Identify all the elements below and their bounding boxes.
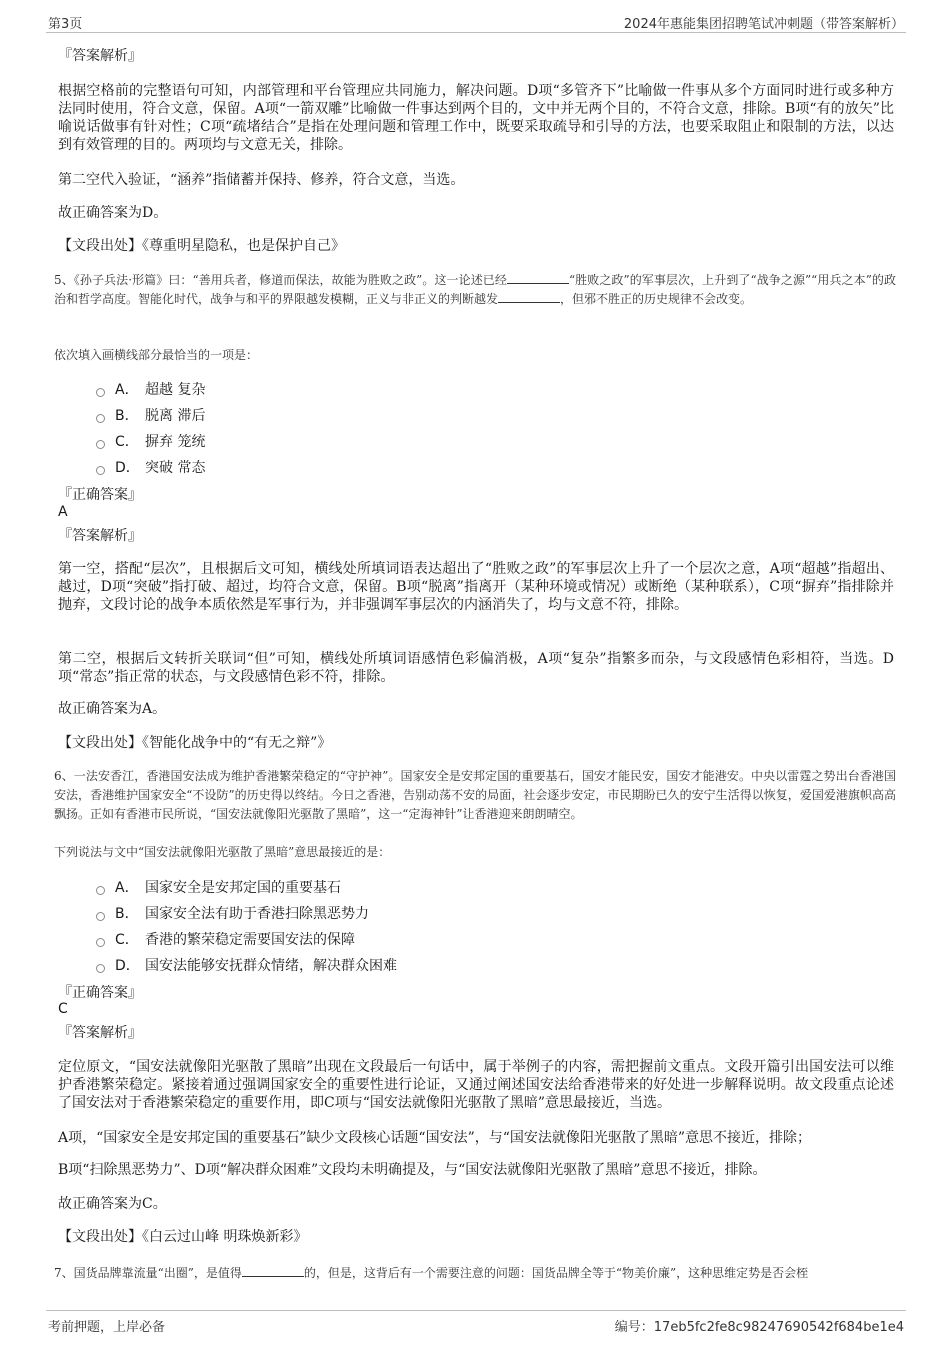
- analysis-tag: 『答案解析』: [58, 1025, 142, 1041]
- correct-answer: C: [58, 1001, 68, 1017]
- analysis-paragraph: 第二空代入验证，“涵养”指储蓄并保持、修养，符合文意，当选。: [58, 172, 465, 188]
- source-citation: 【文段出处】《尊重明星隐私，也是保护自己》: [58, 238, 345, 254]
- options-list: [96, 874, 397, 978]
- radio-icon[interactable]: [96, 886, 105, 895]
- correct-answer-tag: 『正确答案』: [58, 985, 142, 1001]
- answer-statement: 故正确答案为A。: [58, 701, 167, 717]
- fill-blank: [498, 290, 560, 303]
- correct-answer-tag: 『正确答案』: [58, 487, 142, 503]
- options-list: [96, 376, 205, 480]
- analysis-paragraph: 第二空，根据后文转折关联词“但”可知，横线处所填词语感情色彩偏消极，A项“复杂”指繁多而杂，与文段感情色彩相符，当选。D项“常态”指正常的状态，与文段感情色彩不符，排除。: [58, 651, 894, 685]
- document-title: 2024年惠能集团招聘笔试冲刺题（带答案解析）: [623, 17, 904, 32]
- question-prompt: 依次填入画横线部分最恰当的一项是：: [54, 348, 259, 362]
- question-stem: 5、《孙子兵法·形篇》曰：“善用兵者，修道而保法，故能为胜败之政”。这一论述已经 “胜败之政”的军事层次，上升到了“战争之源”“用兵之本”的政治和哲学高度。智能化时代，战争与和平的界限越发模糊，正义与非正义的判断越发 ，但邪不胜正的历史规律不会改变。: [54, 273, 897, 306]
- fill-blank: [507, 271, 569, 284]
- question-prompt: 下列说法与文中“国安法就像阳光驱散了黑暗”意思最接近的是：: [54, 845, 391, 859]
- page-number: 第3页: [48, 17, 83, 32]
- correct-answer: A: [58, 504, 68, 520]
- page-footer: [46, 1310, 906, 1339]
- answer-statement: 故正确答案为C。: [58, 1196, 167, 1212]
- fill-blank: [242, 1264, 304, 1277]
- source-citation: 【文段出处】《智能化战争中的“有无之辩”》: [58, 735, 332, 751]
- analysis-paragraph: A项，“国家安全是安邦定国的重要基石”缺少文段核心话题“国安法”，与“国安法就像阳光驱散了黑暗”意思不接近，排除；: [58, 1130, 812, 1146]
- option-d[interactable]: D． 突破 常态: [96, 454, 205, 480]
- option-b[interactable]: B． 脱离 滞后: [96, 402, 205, 428]
- option-a[interactable]: A． 超越 复杂: [96, 376, 205, 402]
- analysis-paragraph: 定位原文，“国安法就像阳光驱散了黑暗”出现在文段最后一句话中，属于举例子的内容，需把握前文重点。文段开篇引出国安法可以维护香港繁荣稳定。紧接着通过强调国家安全的重要性进行论证，又通过阐述国安法给香港带来的好处进一步解释说明。故文段重点论述了国安法对于香港繁荣稳定的重要作用，即C项与“国安法就像阳光驱散了黑暗”意思最接近，当选。: [58, 1059, 894, 1111]
- source-citation: 【文段出处】《白云过山峰 明珠焕新彩》: [58, 1229, 308, 1245]
- radio-icon[interactable]: [96, 938, 105, 947]
- option-c[interactable]: C． 香港的繁荣稳定需要国安法的保障: [96, 926, 397, 952]
- radio-icon[interactable]: [96, 440, 105, 449]
- option-c[interactable]: C． 摒弃 笼统: [96, 428, 205, 454]
- analysis-paragraph: B项“扫除黑恶势力”、D项“解决群众困难”文段均未明确提及，与“国安法就像阳光驱散了黑暗”意思不接近，排除。: [58, 1162, 767, 1178]
- option-d[interactable]: D． 国安法能够安抚群众情绪，解决群众困难: [96, 952, 397, 978]
- option-b[interactable]: B． 国家安全法有助于香港扫除黑恶势力: [96, 900, 397, 926]
- radio-icon[interactable]: [96, 964, 105, 973]
- question-stem: 7、国货品牌靠流量“出圈”，是值得 的，但是，这背后有一个需要注意的问题：国货品牌全等于“物美价廉”，这种思维定势是否会桎: [54, 1266, 809, 1280]
- footer-slogan: 考前押题，上岸必备: [48, 1320, 166, 1335]
- document-id: 编号：17eb5fc2fe8c98247690542f684be1e4: [614, 1320, 904, 1335]
- question-stem: 6、一法安香江，香港国安法成为维护香港繁荣稳定的“守护神”。国家安全是安邦定国的重要基石，国安才能民安，国安才能港安。中央以雷霆之势出台香港国安法，香港维护国家安全“不设防”的历史得以终结。今日之香港，告别动荡不安的局面，社会逐步安定，市民期盼已久的安宁生活得以恢复，爱国爱港旗帜高高飘扬。正如有香港市民所说，“国安法就像阳光驱散了黑暗”，这一“定海神针”让香港迎来朗朗晴空。: [54, 769, 896, 821]
- radio-icon[interactable]: [96, 466, 105, 475]
- answer-statement: 故正确答案为D。: [58, 205, 168, 221]
- radio-icon[interactable]: [96, 912, 105, 921]
- radio-icon[interactable]: [96, 388, 105, 397]
- analysis-paragraph: 根据空格前的完整语句可知，内部管理和平台管理应共同施力，解决问题。D项“多管齐下”比喻做一件事从多个方面同时进行或多种方法同时使用，符合文意，保留。A项“一箭双雕”比喻做一件事达到两个目的，文中并无两个目的，不符合文意，排除。B项“有的放矢”比喻说话做事有针对性；C项“疏堵结合”是指在处理问题和管理工作中，既要采取疏导和引导的方法，也要采取阻止和限制的方法，以达到有效管理的目的。两项均与文意无关，排除。: [58, 83, 894, 153]
- analysis-tag: 『答案解析』: [58, 528, 142, 544]
- analysis-tag: 『答案解析』: [58, 48, 142, 64]
- analysis-paragraph: 第一空，搭配“层次”，且根据后文可知，横线处所填词语表达超出了“胜败之政”的军事层次上升了一个层次之意，A项“超越”指超出、越过，D项“突破”指打破、超过，均符合文意，保留。B项“脱离”指离开（某种环境或情况）或断绝（某种联系），C项“摒弃”指排除并抛弃，文段讨论的战争本质依然是军事行为，并非强调军事层次的内涵消失了，均与文意不符，排除。: [58, 561, 894, 613]
- radio-icon[interactable]: [96, 414, 105, 423]
- page-header: [46, 10, 906, 33]
- option-a[interactable]: A． 国家安全是安邦定国的重要基石: [96, 874, 397, 900]
